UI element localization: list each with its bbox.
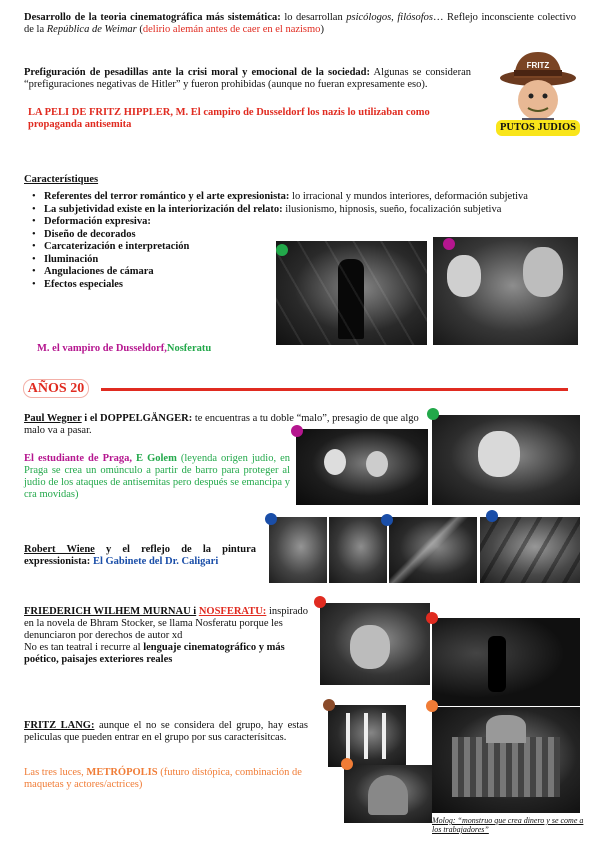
murnau-nosferatu-still-image-1: [320, 603, 430, 685]
m-vampire-still-image: [433, 237, 578, 345]
caricature-hat-text: FRITZ: [526, 61, 550, 70]
caligari-still-image-3: [389, 517, 477, 583]
murnau-nosferatu-still-image-2: [432, 618, 580, 706]
item-bold: Efectos especiales: [44, 278, 124, 290]
intro-p2-bold: Prefiguración de pesadillas ante la crisi moral y emocional de la sociedad:: [24, 67, 371, 78]
intro-p1-text-b: … Reflejo inconsciente colectivo de la: [24, 12, 577, 35]
student-prague-still-image: [296, 429, 428, 505]
section-title: AÑOS 20: [27, 381, 85, 396]
item-text: ilusionismo, hipnosis, sueño, focalización subjetiva: [282, 203, 502, 215]
item-bold: La subjetividad existe en la interiorización del relato:: [44, 203, 283, 215]
golem-still-image: [432, 415, 580, 505]
wegner-text: te encuentras a tu doble “malo”, presagio de que algo malo va a pasar.: [24, 413, 419, 436]
wegner-films-paragraph: [24, 453, 290, 501]
intro-p1-text: lo desarrollan: [280, 12, 347, 23]
golem-title: E Golem: [132, 453, 177, 464]
magenta-marker-dot: [291, 425, 303, 437]
caligari-still-image-2: [329, 517, 387, 583]
lang-name: FRITZ LANG:: [24, 720, 95, 731]
nosferatu-still-image: [276, 241, 427, 345]
green-marker-dot: [276, 244, 288, 256]
metropolis-text: (futuro distópica, combinación de maquetas y actores/actrices): [24, 767, 302, 790]
intro-p3-red: LA PELI DE FRITZ HIPPLER, M. El campiro de Dusseldorf los nazis lo utilizaban como propaganda antisemita: [28, 107, 430, 130]
intro-p1-red: delirio alemán antes de caer en el nazismo: [142, 24, 321, 35]
item-bold: Iluminación: [44, 253, 99, 265]
list-item: [44, 191, 600, 204]
list-item: [44, 216, 600, 229]
intro-p1-italic2: República de Weimar: [46, 24, 137, 35]
item-bold: Diseño de decorados: [44, 228, 136, 240]
orange-marker-dot: [426, 700, 438, 712]
intro-p1-text-c: (: [136, 24, 143, 35]
wiene-paragraph: [24, 544, 256, 568]
murnau-text-1: inspirado en la novela de Bhram Stocker, se llama Nosferatu porque les denunciaron por derechos de autor xd: [24, 606, 309, 641]
intro-p1-text-d: ): [320, 24, 324, 35]
stills-caption: [37, 343, 211, 355]
wegner-title: i el DOPPELGÄNGER:: [81, 413, 193, 424]
intro-p2-text: Algunas se consideran “prefiguraciones negativas de Hitler” y fueron prohibidas (aunque no fueran expresamente eso).: [24, 67, 471, 90]
section-divider: [101, 388, 568, 391]
three-lights-title: Las tres luces,: [24, 767, 84, 778]
lang-films-paragraph: [24, 767, 314, 791]
golem-text: (leyenda origen judio, en Praga se crea un omúnculo a partir de barro para proteger al judio de los ataques de antisemitas pero después se emancipa y cra movidas): [24, 453, 291, 500]
murnau-bold-2: lenguaje cinematográfico y más poético, paisajes exteriores reales: [24, 642, 285, 665]
list-item: [44, 204, 600, 217]
wiene-text: y el reflejo de la pintura expressionista:: [24, 544, 256, 567]
brown-marker-dot: [323, 699, 335, 711]
item-text: lo irracional y mundos interiores, deformación subjetiva: [289, 191, 528, 202]
metropolis-machine-still-image: [344, 765, 432, 823]
orange-marker-dot: [341, 758, 353, 770]
red-marker-dot: [314, 596, 326, 608]
moloch-caption: Molog: “monstruo que crea dinero y se come a los trabajadores”: [432, 816, 584, 834]
blue-marker-dot: [265, 513, 277, 525]
wiene-name: Robert Wiene: [24, 544, 95, 555]
characteristics-heading: Característiques: [24, 174, 99, 185]
item-bold: Deformación expresiva:: [44, 216, 151, 227]
green-marker-dot: [427, 408, 439, 420]
caligari-title: El Gabinete del Dr. Caligari: [90, 556, 219, 567]
lang-text: aunque el no se considera del grupo, hay estas peliculas que pueden entrar en el grupo por sus caracterísitcas.: [24, 720, 308, 743]
murnau-text-2: No es tan teatral i recurre al: [24, 642, 144, 653]
item-bold: Carcaterización e interpretación: [44, 241, 190, 252]
caligari-still-image-1: [269, 517, 327, 583]
murnau-paragraph: [24, 606, 314, 666]
red-marker-dot: [426, 612, 438, 624]
three-lights-still-image: [328, 705, 406, 767]
intro-p1-italic: psicólogos, filósofos: [346, 12, 433, 23]
nosferatu-title: NOSFERATU:: [198, 606, 267, 617]
blue-marker-dot: [486, 510, 498, 522]
intro-p1-bold: Desarrollo de la teoria cinematográfica más sistemática:: [24, 12, 281, 23]
item-bold: Referentes del terror romántico y el arte expresionista:: [44, 191, 290, 202]
magenta-marker-dot: [443, 238, 455, 250]
murnau-name: FRIEDERICH WILHEM MURNAU i: [24, 606, 197, 617]
caricature-label: PUTOS JUDIOS: [496, 120, 580, 136]
section-title-box: [23, 379, 89, 398]
blue-marker-dot: [381, 514, 393, 526]
hitler-caricature-image: [494, 48, 582, 138]
intro-paragraph-3: [28, 107, 473, 131]
student-prague-title: El estudiante de Praga,: [24, 453, 133, 464]
wegner-name: Paul Wegner: [24, 413, 82, 424]
metropolis-title: METRÓPOLIS: [83, 767, 158, 778]
caption-m: M. el vampiro de Dusseldorf,: [37, 343, 167, 354]
lang-paragraph: [24, 720, 308, 744]
intro-paragraph-1: [24, 12, 576, 36]
metropolis-moloch-still-image: [432, 707, 580, 813]
intro-paragraph-2: [24, 67, 471, 91]
caption-nosferatu: Nosferatu: [166, 343, 212, 354]
caligari-still-image-4: [480, 517, 580, 583]
item-bold: Angulaciones de cámara: [44, 266, 154, 277]
